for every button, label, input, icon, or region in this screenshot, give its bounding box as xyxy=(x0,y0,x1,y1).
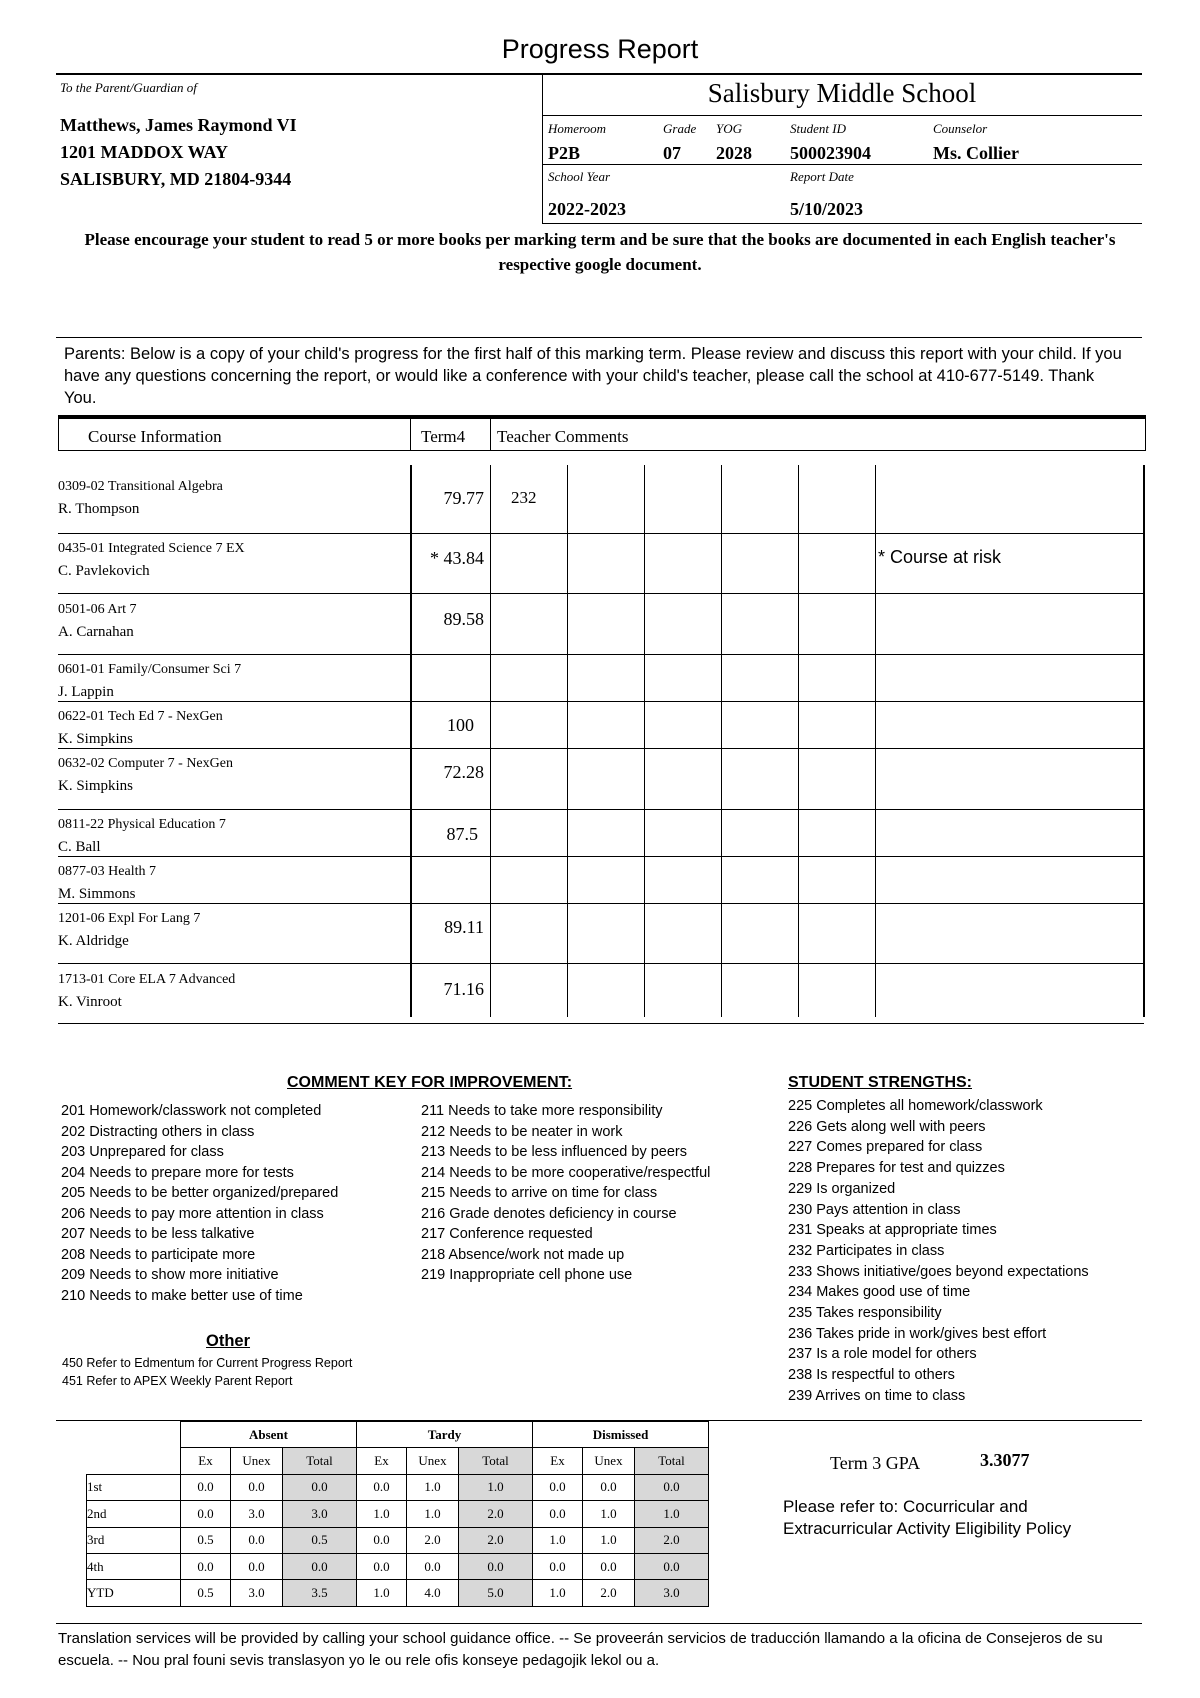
att-cell: 3.0 xyxy=(231,1580,283,1606)
list-item: 206 Needs to pay more attention in class xyxy=(61,1205,324,1222)
row-rule xyxy=(58,654,1144,655)
list-item: 226 Gets along well with peers xyxy=(788,1118,986,1135)
list-item: 203 Unprepared for class xyxy=(61,1144,224,1160)
grade-label: Grade xyxy=(663,121,697,136)
teacher-name: C. Pavlekovich xyxy=(58,563,150,579)
table-row xyxy=(58,969,235,1013)
list-item: 219 Inappropriate cell phone use xyxy=(421,1267,633,1283)
course-at-risk-note: * Course at risk xyxy=(878,547,1002,567)
att-cell: 1.0 xyxy=(533,1527,583,1553)
att-cell: 2.0 xyxy=(583,1580,635,1606)
list-item: 208 Needs to participate more xyxy=(61,1246,256,1263)
comment-key-heading: COMMENT KEY FOR IMPROVEMENT: xyxy=(287,1074,573,1091)
term-grade: 87.5 xyxy=(446,824,478,844)
grid-col-c5 xyxy=(798,465,799,1017)
att-cell: 1.0 xyxy=(583,1527,635,1553)
table-header-left xyxy=(58,419,59,451)
att-cell: 2.0 xyxy=(459,1501,533,1527)
row-rule xyxy=(58,903,1144,904)
yog-value: 2028 xyxy=(716,143,752,163)
list-item: 235 Takes responsibility xyxy=(788,1305,942,1322)
list-item: 204 Needs to prepare more for tests xyxy=(61,1164,294,1181)
course-name: 0877-03 Health 7 xyxy=(58,864,156,879)
att-cell: 0.0 xyxy=(181,1553,231,1579)
table-header-bottom xyxy=(58,450,1146,451)
school-year-label: School Year xyxy=(548,169,610,184)
attendance-row xyxy=(87,1553,709,1579)
att-cell: 1.0 xyxy=(583,1501,635,1527)
header-top-rule xyxy=(56,73,1142,75)
term-header: Term4 xyxy=(421,427,466,446)
course-name: 0501-06 Art 7 xyxy=(58,602,137,617)
att-cell: 0.0 xyxy=(635,1553,709,1579)
attendance-row xyxy=(87,1580,709,1606)
list-item: 217 Conference requested xyxy=(421,1226,593,1242)
term-grade: 79.77 xyxy=(443,488,484,508)
teacher-comments-header: Teacher Comments xyxy=(497,427,629,446)
grid-col-c2 xyxy=(567,465,568,1017)
strengths-list xyxy=(788,1096,1089,1407)
policy-line-2: Extracurricular Activity Eligibility Policy xyxy=(783,1519,1072,1538)
table-row xyxy=(58,538,245,582)
att-cell: 0.0 xyxy=(231,1474,283,1500)
att-cell: 0.0 xyxy=(283,1553,357,1579)
table-header-div1 xyxy=(410,419,411,451)
att-cell: 0.0 xyxy=(635,1474,709,1500)
att-cell: 3.0 xyxy=(231,1501,283,1527)
attendance-row xyxy=(87,1474,709,1500)
list-item: 228 Prepares for test and quizzes xyxy=(788,1160,1005,1177)
teacher-name: J. Lappin xyxy=(58,684,114,700)
sub-total: Total xyxy=(635,1448,709,1474)
grid-col-c4 xyxy=(721,465,722,1017)
table-row xyxy=(58,599,137,643)
list-item: 230 Pays attention in class xyxy=(788,1201,961,1218)
att-cell: 0.0 xyxy=(357,1553,407,1579)
list-item: 234 Makes good use of time xyxy=(788,1284,971,1301)
sub-ex: Ex xyxy=(181,1448,231,1474)
list-item: 227 Comes prepared for class xyxy=(788,1139,983,1156)
term-grade: 100 xyxy=(447,715,474,735)
att-cell: 0.0 xyxy=(283,1474,357,1500)
att-cell: 3.0 xyxy=(635,1580,709,1606)
table-bottom-rule xyxy=(58,1023,1144,1024)
table-row xyxy=(58,861,156,905)
att-cell: 3.0 xyxy=(283,1501,357,1527)
attendance-row xyxy=(87,1527,709,1553)
list-item: 451 Refer to APEX Weekly Parent Report xyxy=(62,1374,293,1388)
att-cell: 0.0 xyxy=(181,1474,231,1500)
teacher-name: R. Thompson xyxy=(58,501,140,517)
grid-col-c1 xyxy=(490,465,491,1017)
att-cell: 2.0 xyxy=(635,1527,709,1553)
course-name: 0309-02 Transitional Algebra xyxy=(58,479,223,494)
att-cell: 1.0 xyxy=(407,1474,459,1500)
teacher-name: C. Ball xyxy=(58,839,101,855)
term-label: YTD xyxy=(87,1580,181,1606)
term-grade: * 43.84 xyxy=(430,548,484,568)
att-cell: 0.0 xyxy=(231,1553,283,1579)
att-cell: 1.0 xyxy=(407,1501,459,1527)
report-date-value: 5/10/2023 xyxy=(790,199,864,219)
list-item: 212 Needs to be neater in work xyxy=(421,1123,623,1140)
counselor-label: Counselor xyxy=(933,121,988,136)
table-row xyxy=(58,814,226,858)
list-item: 216 Grade denotes deficiency in course xyxy=(421,1205,677,1222)
absent-header: Absent xyxy=(181,1422,357,1448)
table-header-div2 xyxy=(490,419,491,451)
attendance-table xyxy=(86,1421,709,1607)
list-item: 210 Needs to make better use of time xyxy=(61,1287,303,1304)
school-year-value: 2022-2023 xyxy=(548,199,626,219)
list-item: 202 Distracting others in class xyxy=(61,1123,255,1140)
table-row xyxy=(58,908,200,952)
parents-message: Parents: Below is a copy of your child's progress for the first half of this marking term. Please review and discuss this report with your child. If you have any questions concerning the report, or would like a conference with your child's teacher, please call the school at 410-677-5149. Thank You. xyxy=(64,345,1122,407)
list-item: 450 Refer to Edmentum for Current Progress Report xyxy=(62,1356,353,1370)
grid-col-right xyxy=(1143,465,1145,1017)
term-label: 4th xyxy=(87,1553,181,1579)
sub-ex: Ex xyxy=(357,1448,407,1474)
eligibility-policy xyxy=(783,1496,1071,1540)
homeroom-value: P2B xyxy=(548,143,581,163)
att-cell: 0.0 xyxy=(583,1474,635,1500)
term-grade: 89.58 xyxy=(443,609,484,629)
grid-col-c3 xyxy=(644,465,645,1017)
grid-col-c6 xyxy=(875,465,876,1017)
footer-rule xyxy=(56,1623,1142,1624)
att-cell: 0.5 xyxy=(181,1580,231,1606)
sub-total: Total xyxy=(283,1448,357,1474)
att-cell: 0.0 xyxy=(231,1527,283,1553)
row-rule xyxy=(58,809,1144,810)
att-cell: 0.0 xyxy=(357,1474,407,1500)
course-name: 0622-01 Tech Ed 7 - NexGen xyxy=(58,709,223,724)
term-label: 2nd xyxy=(87,1501,181,1527)
student-address xyxy=(60,112,297,193)
att-cell: 0.0 xyxy=(583,1553,635,1579)
course-name: 0601-01 Family/Consumer Sci 7 xyxy=(58,662,242,677)
table-heavy-rule xyxy=(58,415,1146,419)
list-item: 233 Shows initiative/goes beyond expectations xyxy=(788,1263,1089,1280)
att-cell: 2.0 xyxy=(459,1527,533,1553)
student-id-label: Student ID xyxy=(790,121,846,136)
list-item: 231 Speaks at appropriate times xyxy=(788,1222,997,1239)
list-item: 238 Is respectful to others xyxy=(788,1367,955,1384)
att-cell: 1.0 xyxy=(357,1580,407,1606)
teacher-name: K. Simpkins xyxy=(58,731,134,747)
teacher-name: M. Simmons xyxy=(58,886,136,902)
homeroom-label: Homeroom xyxy=(548,121,607,136)
att-cell: 0.0 xyxy=(407,1553,459,1579)
list-item: 209 Needs to show more initiative xyxy=(61,1267,279,1283)
sub-unex: Unex xyxy=(231,1448,283,1474)
address-line-1: 1201 MADDOX WAY xyxy=(60,142,229,162)
address-line-2: SALISBURY, MD 21804-9344 xyxy=(60,169,292,189)
policy-line-1: Please refer to: Cocurricular and xyxy=(783,1497,1028,1516)
sub-unex: Unex xyxy=(407,1448,459,1474)
list-item: 229 Is organized xyxy=(788,1180,896,1197)
reading-notice: Please encourage your student to read 5 or more books per marking term and be sure that the books are documented in each English teacher's respective google document. xyxy=(84,230,1116,274)
school-rule xyxy=(542,115,1142,116)
teacher-name: K. Simpkins xyxy=(58,778,134,794)
term-grade: 72.28 xyxy=(443,762,484,782)
yog-label: YOG xyxy=(716,121,743,136)
tardy-header: Tardy xyxy=(357,1422,533,1448)
comment-key-col1 xyxy=(61,1101,338,1306)
list-item: 239 Arrives on time to class xyxy=(788,1387,966,1404)
sub-total: Total xyxy=(459,1448,533,1474)
row-rule xyxy=(58,963,1144,964)
teacher-name: K. Aldridge xyxy=(58,933,129,949)
att-cell: 0.0 xyxy=(533,1501,583,1527)
report-date-label: Report Date xyxy=(790,169,854,184)
list-item: 207 Needs to be less talkative xyxy=(61,1226,255,1242)
gpa-label: Term 3 GPA xyxy=(830,1453,921,1473)
other-list xyxy=(62,1354,352,1390)
row-rule xyxy=(58,593,1144,594)
strengths-heading: STUDENT STRENGTHS: xyxy=(788,1074,972,1091)
list-item: 225 Completes all homework/classwork xyxy=(788,1098,1043,1114)
sub-ex: Ex xyxy=(533,1448,583,1474)
other-heading: Other xyxy=(206,1332,251,1350)
course-name: 0811-22 Physical Education 7 xyxy=(58,817,226,832)
list-item: 214 Needs to be more cooperative/respectful xyxy=(421,1164,711,1181)
table-row xyxy=(58,476,223,520)
list-item: 237 Is a role model for others xyxy=(788,1346,977,1363)
att-cell: 0.0 xyxy=(459,1553,533,1579)
fields-rule xyxy=(542,164,1142,165)
att-cell: 1.0 xyxy=(533,1580,583,1606)
teacher-name: K. Vinroot xyxy=(58,994,122,1010)
course-name: 0435-01 Integrated Science 7 EX xyxy=(58,541,245,556)
gpa-value: 3.3077 xyxy=(980,1450,1030,1470)
list-item: 218 Absence/work not made up xyxy=(421,1246,625,1263)
comment-key-col2 xyxy=(421,1101,710,1286)
translation-notice: Translation services will be provided by calling your school guidance office. -- Se proveerán servicios de traducción llamando a la oficina de Consejeros de su escuela. -- Nou pral founi sevis translasyon yo le ou rele ofis konseye pedagojik lekol ou a. xyxy=(58,1630,1103,1669)
row-rule xyxy=(58,533,1144,534)
term-label: 3rd xyxy=(87,1527,181,1553)
course-name: 1713-01 Core ELA 7 Advanced xyxy=(58,972,236,987)
table-row xyxy=(58,753,233,797)
student-name: Matthews, James Raymond VI xyxy=(60,115,297,135)
table-header-right xyxy=(1145,419,1146,451)
att-cell: 0.0 xyxy=(533,1474,583,1500)
comment-code: 232 xyxy=(511,488,537,507)
dismissed-header: Dismissed xyxy=(533,1422,709,1448)
course-name: 1201-06 Expl For Lang 7 xyxy=(58,911,201,926)
attendance-row xyxy=(87,1501,709,1527)
table-row xyxy=(58,706,223,750)
att-cell: 1.0 xyxy=(635,1501,709,1527)
sub-unex: Unex xyxy=(583,1448,635,1474)
term-label: 1st xyxy=(87,1474,181,1500)
att-cell: 3.5 xyxy=(283,1580,357,1606)
list-item: 213 Needs to be less influenced by peers xyxy=(421,1144,688,1160)
att-cell: 0.0 xyxy=(533,1553,583,1579)
list-item: 211 Needs to take more responsibility xyxy=(421,1103,663,1119)
recipient-label: To the Parent/Guardian of xyxy=(60,80,197,95)
list-item: 201 Homework/classwork not completed xyxy=(61,1103,322,1119)
grade-value: 07 xyxy=(663,143,681,163)
term-grade: 71.16 xyxy=(443,979,484,999)
course-name: 0632-02 Computer 7 - NexGen xyxy=(58,756,233,771)
page-title: Progress Report xyxy=(501,34,699,64)
table-row xyxy=(58,659,241,703)
att-cell: 0.0 xyxy=(181,1501,231,1527)
list-item: 232 Participates in class xyxy=(788,1242,945,1259)
parents-rule xyxy=(56,337,1142,338)
att-cell: 0.5 xyxy=(181,1527,231,1553)
list-item: 215 Needs to arrive on time for class xyxy=(421,1185,658,1201)
att-cell: 0.0 xyxy=(357,1527,407,1553)
fields-bottom-rule xyxy=(542,223,1142,224)
school-name: Salisbury Middle School xyxy=(707,78,977,108)
course-info-header: Course Information xyxy=(88,427,222,446)
att-cell: 4.0 xyxy=(407,1580,459,1606)
student-id-value: 500023904 xyxy=(790,143,871,163)
term-grade: 89.11 xyxy=(444,917,484,937)
att-cell: 2.0 xyxy=(407,1527,459,1553)
att-cell: 0.5 xyxy=(283,1527,357,1553)
att-cell: 1.0 xyxy=(459,1474,533,1500)
list-item: 236 Takes pride in work/gives best effort xyxy=(788,1325,1047,1342)
list-item: 205 Needs to be better organized/prepared xyxy=(61,1185,339,1201)
att-cell: 5.0 xyxy=(459,1580,533,1606)
att-cell: 1.0 xyxy=(357,1501,407,1527)
teacher-name: A. Carnahan xyxy=(58,624,134,640)
counselor-value: Ms. Collier xyxy=(933,143,1019,163)
